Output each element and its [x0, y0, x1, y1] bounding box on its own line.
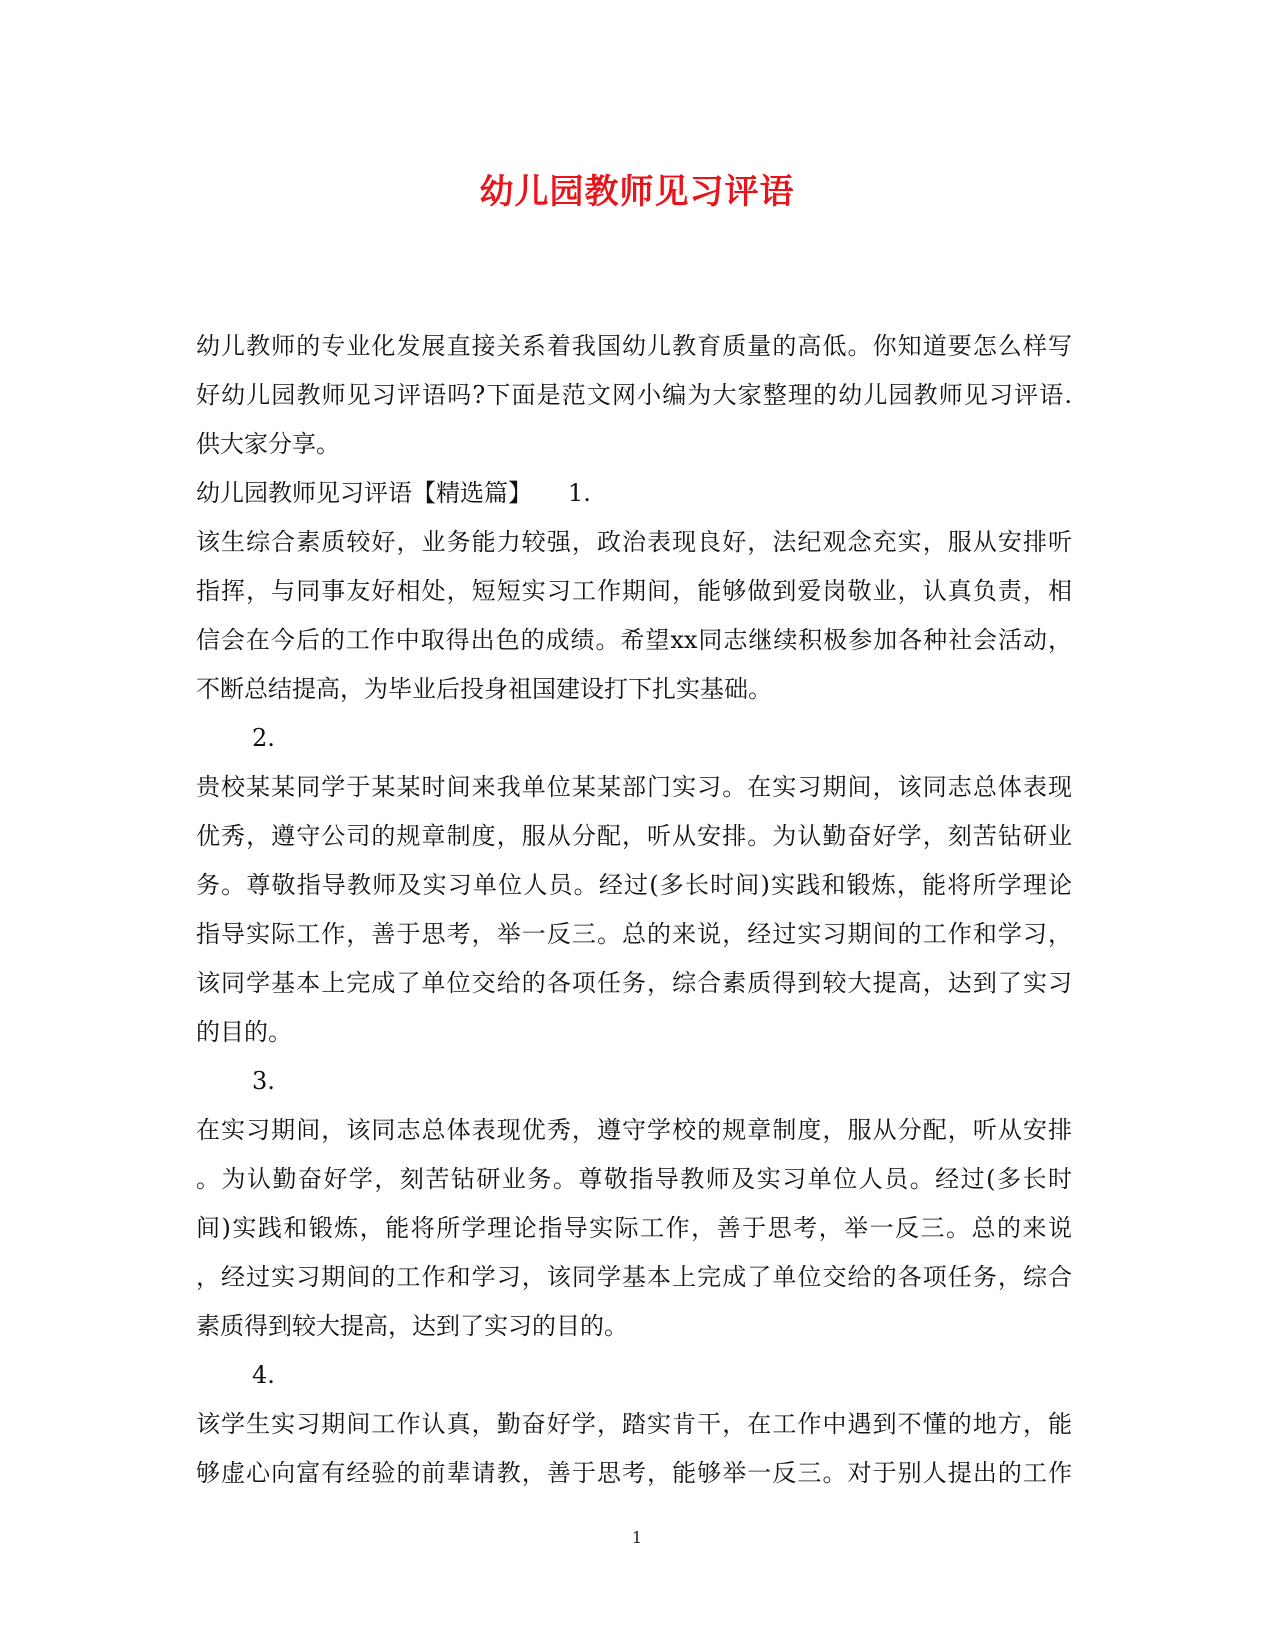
body-line: 素质得到较大提高，达到了实习的目的。 [196, 1312, 628, 1340]
item-number: 2. [252, 724, 275, 752]
body-line: 。为认勤奋好学，刻苦钻研业务。尊敬指导教师及实习单位人员。经过(多长时 [196, 1165, 1072, 1193]
document-body [196, 322, 1072, 1498]
body-line: 不断总结提高，为毕业后投身祖国建设打下扎实基础。 [196, 675, 772, 703]
body-line: 该同学基本上完成了单位交给的各项任务，综合素质得到较大提高，达到了实习 [196, 969, 1072, 997]
body-line: 够虚心向富有经验的前辈请教，善于思考，能够举一反三。对于别人提出的工作 [196, 1459, 1072, 1487]
section-heading: 幼儿园教师见习评语【精选篇】 1. [196, 479, 591, 507]
item-number: 4. [252, 1361, 275, 1389]
body-line: 供大家分享。 [196, 430, 340, 458]
body-line: 指挥，与同事友好相处，短短实习工作期间，能够做到爱岗敬业，认真负责，相 [196, 577, 1072, 605]
body-line: 该生综合素质较好，业务能力较强，政治表现良好，法纪观念充实，服从安排听 [196, 528, 1072, 556]
body-line: 好幼儿园教师见习评语吗?下面是范文网小编为大家整理的幼儿园教师见习评语. [196, 381, 1072, 409]
body-line: 的目的。 [196, 1018, 292, 1046]
body-line: 指导实际工作，善于思考，举一反三。总的来说，经过实习期间的工作和学习， [196, 920, 1072, 948]
body-line: 幼儿教师的专业化发展直接关系着我国幼儿教育质量的高低。你知道要怎么样写 [196, 332, 1072, 360]
body-line: ，经过实习期间的工作和学习，该同学基本上完成了单位交给的各项任务，综合 [196, 1263, 1072, 1291]
body-line: 信会在今后的工作中取得出色的成绩。希望xx同志继续积极参加各种社会活动， [196, 626, 1072, 654]
body-line: 间)实践和锻炼，能将所学理论指导实际工作，善于思考，举一反三。总的来说 [196, 1214, 1072, 1242]
item-number: 3. [252, 1067, 275, 1095]
body-line: 在实习期间，该同志总体表现优秀，遵守学校的规章制度，服从分配，听从安排 [196, 1116, 1072, 1144]
document-title: 幼儿园教师见习评语 [479, 172, 795, 212]
body-line: 该学生实习期间工作认真，勤奋好学，踏实肯干，在工作中遇到不懂的地方，能 [196, 1410, 1072, 1438]
body-line: 务。尊敬指导教师及实习单位人员。经过(多长时间)实践和锻炼，能将所学理论 [196, 871, 1072, 899]
body-line: 优秀，遵守公司的规章制度，服从分配，听从安排。为认勤奋好学，刻苦钻研业 [196, 822, 1072, 850]
page-number: 1 [631, 1528, 643, 1547]
body-line: 贵校某某同学于某某时间来我单位某某部门实习。在实习期间，该同志总体表现 [196, 773, 1072, 801]
